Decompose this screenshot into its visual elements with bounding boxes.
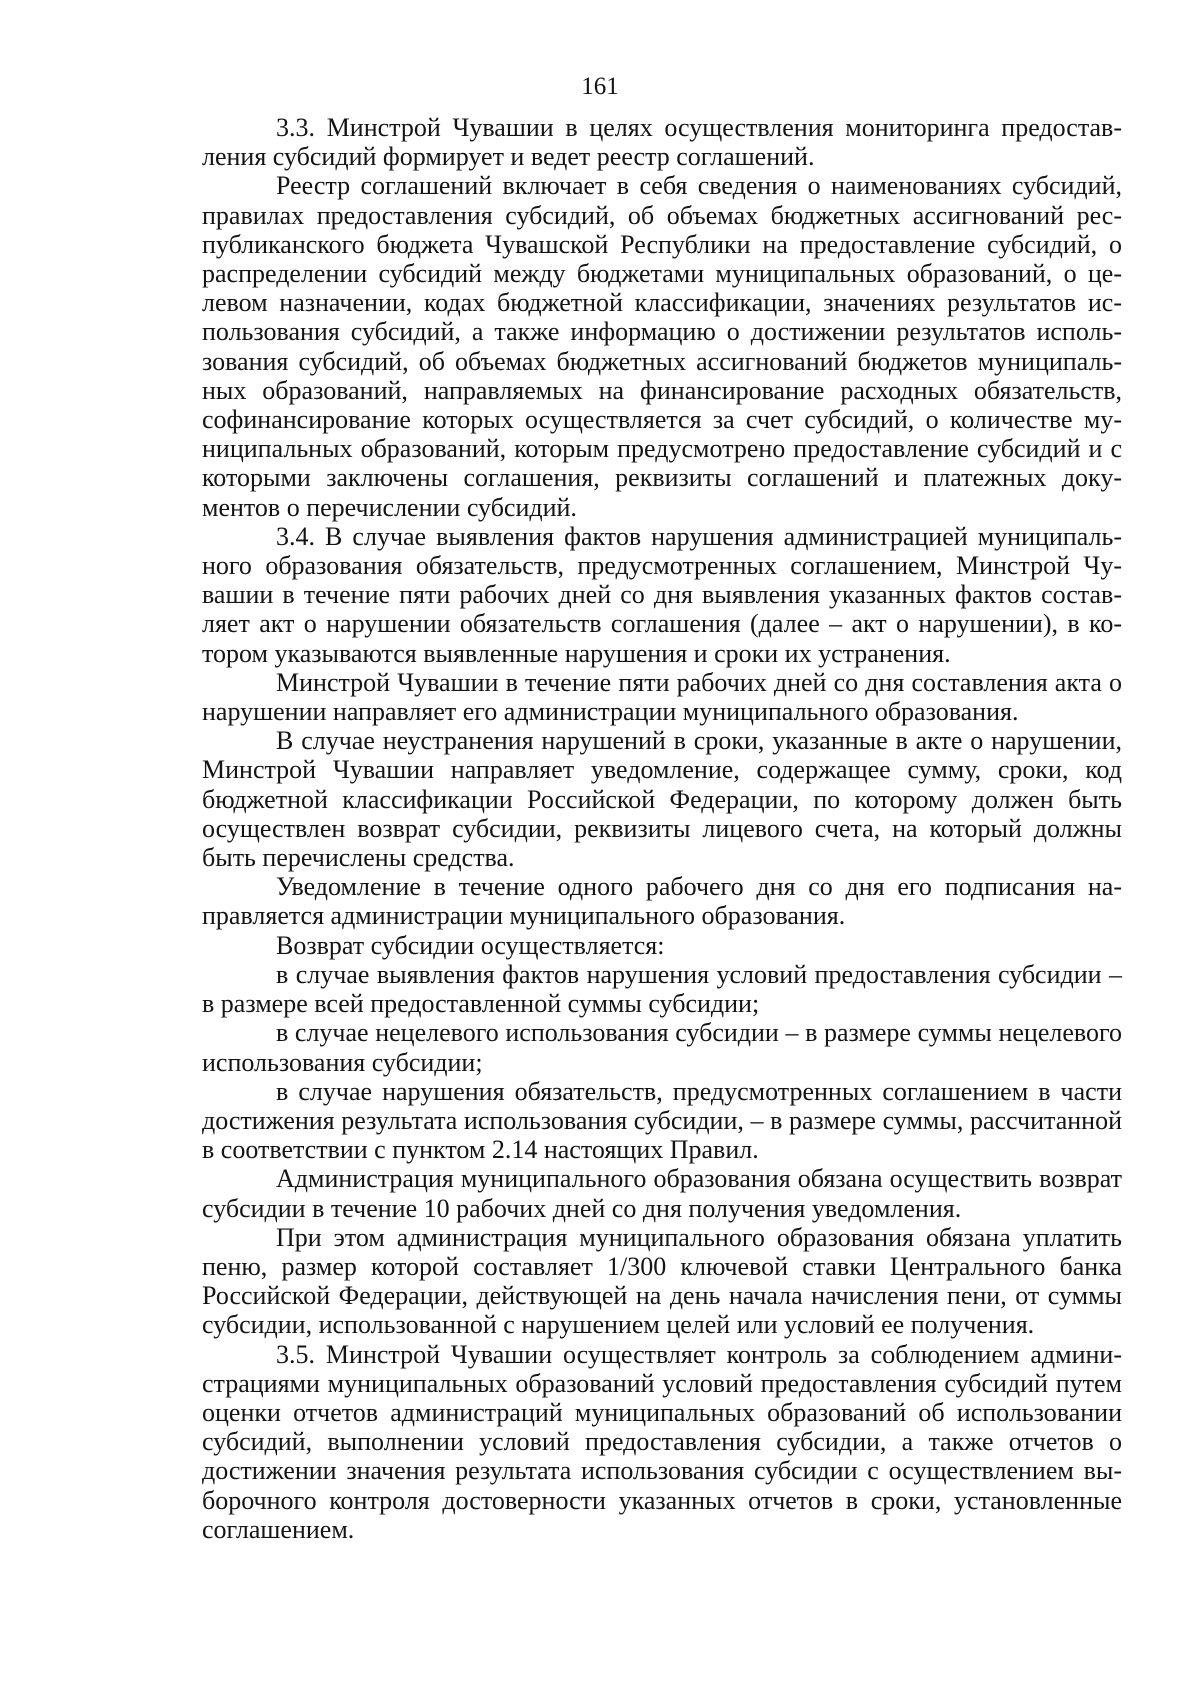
paragraph-refund-deadline: Администрация муниципального образования обязана осуществить возврат субсидии в течение 10 рабочих дней со дня получения уведомления. (202, 1164, 1122, 1223)
paragraph-notification-timing: Уведомление в течение одного рабочего дня со дня его подписания направляется администрации муниципального образования. (202, 872, 1122, 931)
paragraph-act-sending: Минстрой Чувашии в течение пяти рабочих дней со дня составления акта о нарушении направляет его администрации муниципального образования. (202, 667, 1122, 727)
list-item-refund-misuse: в случае нецелевого использования субсидии – в размере суммы нецелевого использования субсидии; (202, 1018, 1122, 1077)
paragraph-3-5: 3.5. Минстрой Чувашии осуществляет контроль за соблюдением администрациями муниципальных образований условий предоставления субсидий путем оценки отчетов администраций муниципальных образований об использовании субсидий, выполнении условий предоставления субсидии, а также отчетов о достижении значения результата использования субсидии с осуществлением выборочного контроля достоверности указанных отчетов в сроки, установленные соглашением. (202, 1339, 1122, 1544)
list-item-refund-violation: в случае выявления фактов нарушения условий предоставления субсидии – в размере всей предоставленной суммы субсидии; (202, 959, 1122, 1019)
page-number: 161 (581, 73, 619, 100)
document-body (202, 113, 1122, 1544)
paragraph-notification: В случае неустранения нарушений в сроки, указанные в акте о нарушении, Минстрой Чувашии направляет уведомление, содержащее сумму, сроки, код бюджетной классификации Российской Федерации, по которому должен быть осуществлен возврат субсидии, реквизиты лицевого счета, на который должны быть перечислены средства. (202, 726, 1122, 873)
paragraph-3-4: 3.4. В случае выявления фактов нарушения администрацией муниципального образования обязательств, предусмотренных соглашением, Минстрой Чувашии в течение пяти рабочих дней со дня выявления указанных фактов составляет акт о нарушении обязательств соглашения (далее – акт о нарушении), в котором указываются выявленные нарушения и сроки их устранения. (202, 521, 1122, 668)
paragraph-refund-intro: Возврат субсидии осуществляется: (276, 930, 665, 960)
paragraph-registry-contents: Реестр соглашений включает в себя сведения о наименованиях субсидий, правилах предоставления субсидий, об объемах бюджетных ассигнований республиканского бюджета Чувашской Республики на предоставление субсидий, о распределении субсидий между бюджетами муниципальных образований, о целевом назначении, кодах бюджетной классификации, значениях результатов использования субсидий, а также информацию о достижении результатов использования субсидий, об объемах бюджетных ассигнований бюджетов муниципальных образований, направляемых на финансирование расходных обязательств, софинансирование которых осуществляется за счет субсидий, о количестве муниципальных образований, которым предусмотрено предоставление субсидий и с которыми заключены соглашения, реквизиты соглашений и платежных документов о перечислении субсидий. (202, 171, 1122, 522)
list-item-refund-result: в случае нарушения обязательств, предусмотренных соглашением в части достижения результата использования субсидии, – в размере суммы, рассчитанной в соответствии с пунктом 2.14 настоящих Правил. (202, 1076, 1122, 1165)
paragraph-3-3: 3.3. Минстрой Чувашии в целях осуществления мониторинга предоставления субсидий формирует и ведет реестр соглашений. (202, 113, 1122, 172)
paragraph-penalty: При этом администрация муниципального образования обязана уплатить пеню, размер которой составляет 1/300 ключевой ставки Центрального банка Российской Федерации, действующей на день начала начисления пени, от суммы субсидии, использованной с нарушением целей или условий ее получения. (202, 1222, 1122, 1340)
